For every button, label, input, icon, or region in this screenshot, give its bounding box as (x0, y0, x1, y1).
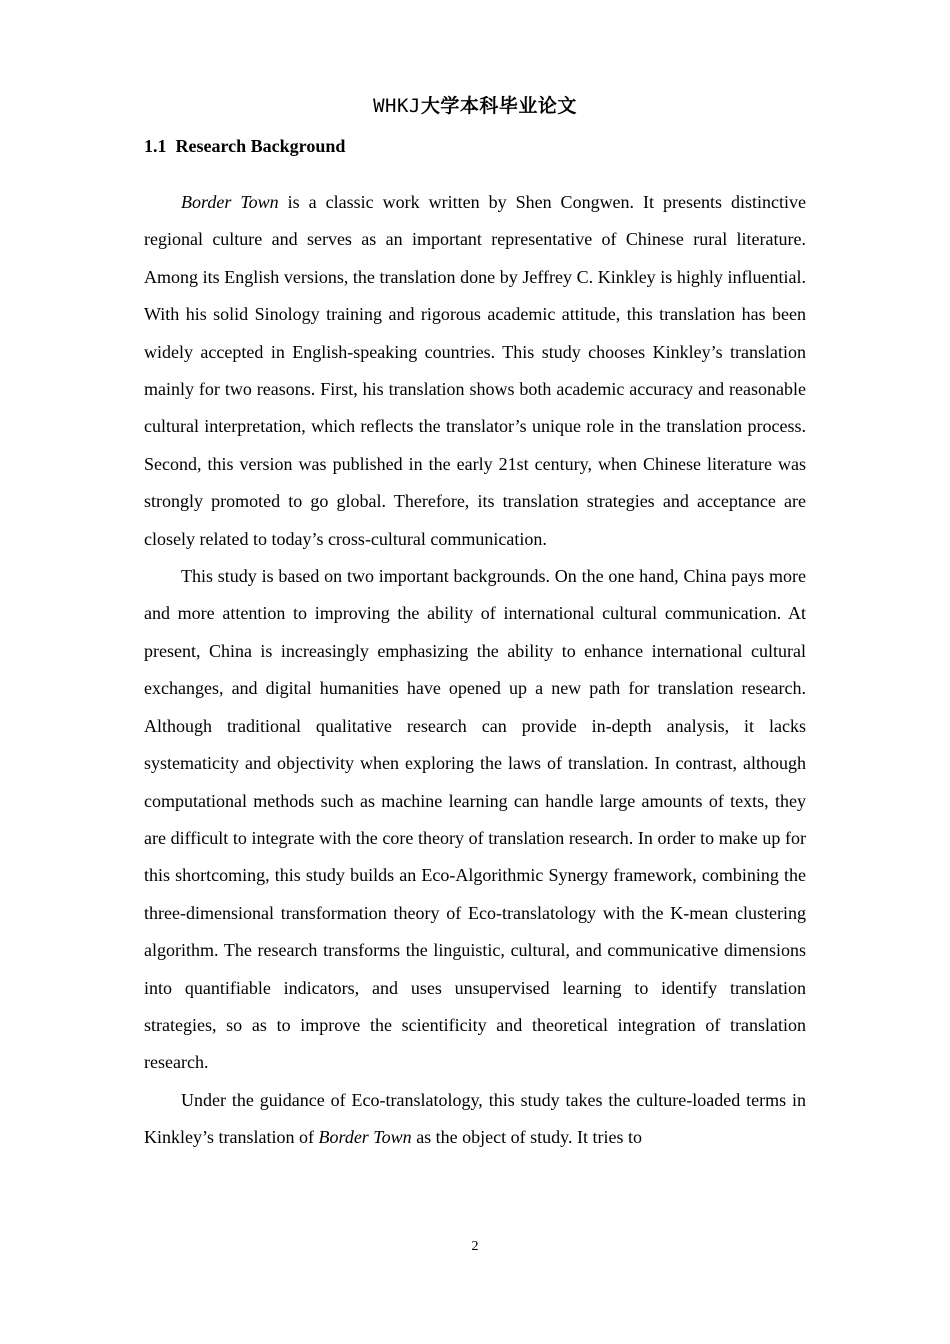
book-title: Border Town (318, 1127, 412, 1148)
paragraph-3 (144, 1082, 806, 1157)
header-chinese: 大学本科毕业论文 (420, 95, 577, 117)
running-header (0, 94, 950, 118)
paragraph-2 (144, 558, 806, 1082)
section-number: 1.1 (144, 136, 167, 156)
paragraph-3-text-after: as the object of study. It tries to (411, 1127, 642, 1148)
body-text (144, 184, 806, 1157)
paragraph-3-text-before: Under the guidance of Eco-translatology, this study takes the culture-loaded terms in Kinkley’s translation of (144, 1089, 806, 1148)
paragraph-1-text: is a classic work written by Shen Congwen. It presents distinctive regional culture and serves as an important representative of Chinese rural literature. Among its English versions, the translation done by Jeffrey C. Kinkley is highly influential. With his solid Sinology training and rigorous academic attitude, this translation has been widely accepted in English-speaking countries. This study chooses Kinkley’s translation mainly for two reasons. First, his translation shows both academic accuracy and reasonable cultural interpretation, which reflects the translator’s unique role in the translation process. Second, this version was published in the early 21st century, when Chinese literature was strongly promoted to go global. Therefore, its translation strategies and acceptance are closely related to today’s cross-cultural communication. (144, 192, 806, 549)
section-heading (144, 134, 345, 158)
paragraph-1 (144, 184, 806, 558)
page-number: 2 (471, 1239, 479, 1254)
header-latin: WHKJ (373, 95, 421, 117)
paragraph-2-text: This study is based on two important backgrounds. On the one hand, China pays more and more attention to improving the ability of international cultural communication. At present, China is increasingly emphasizing the ability to enhance international cultural exchanges, and digital humanities have opened up a new path for translation research. Although traditional qualitative research can provide in-depth analysis, it lacks systematicity and objectivity when exploring the laws of translation. In contrast, although computational methods such as machine learning can handle large amounts of texts, they are difficult to integrate with the core theory of translation research. In order to make up for this shortcoming, this study builds an Eco-Algorithmic Synergy framework, combining the three-dimensional transformation theory of Eco-translatology with the K-mean clustering algorithm. The research transforms the linguistic, cultural, and communicative dimensions into quantifiable indicators, and uses unsupervised learning to identify translation strategies, so as to improve the scientificity and theoretical integration of translation research. (144, 566, 806, 1073)
section-title: Research Background (175, 136, 346, 156)
book-title: Border Town (181, 192, 279, 212)
